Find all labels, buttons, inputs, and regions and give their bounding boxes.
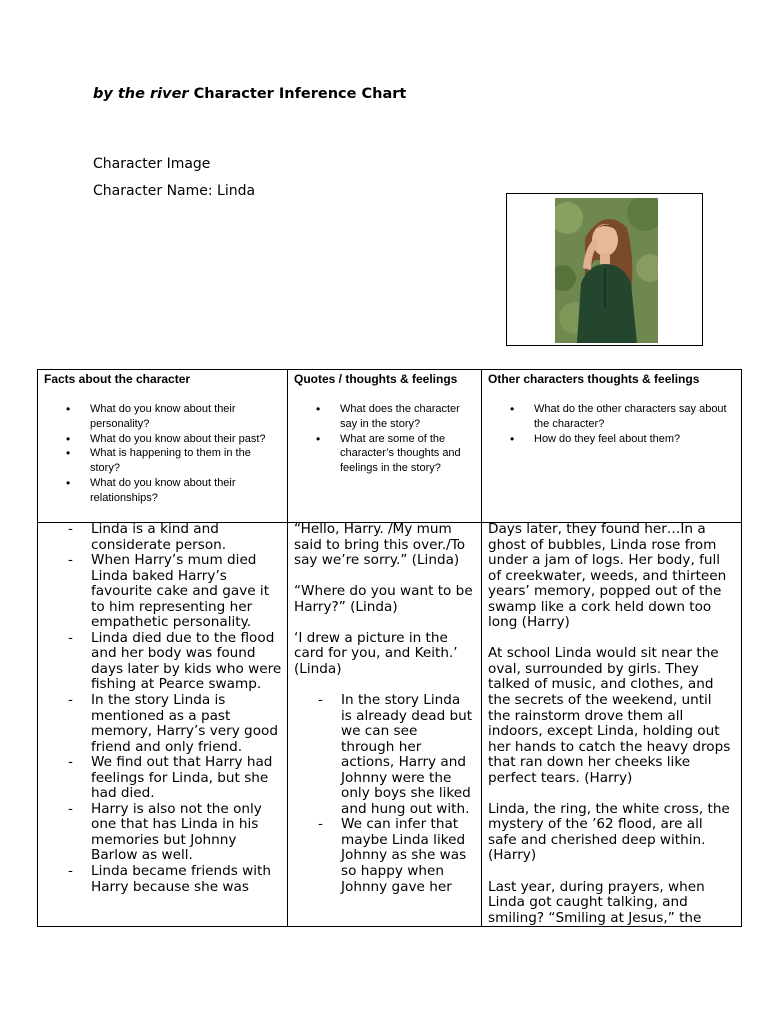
other-quote: At school Linda would sit near the oval, surrounded by girls. They talked of music, and clothes, and the secrets of the weekend, until the rainstorm drove them all indoors, except Linda, holding out her hands to catch the heavy drops that ran down her cheeks like perfect tears. (Harry) [488,645,731,786]
other-quote: Linda, the ring, the white cross, the mystery of the ’62 flood, are all safe and cherished deep within. (Harry) [488,800,730,864]
list-item: - Linda is a kind and considerate person. [44,522,283,553]
header-title-others: Other characters thoughts & feelings [488,372,700,386]
title-book-name: by the river [93,86,189,102]
list-item: - We can infer that maybe Linda liked Johnny as she was so happy when Johnny gave her [294,817,475,895]
character-image-label: Character Image [93,156,211,172]
prompt-item: • What do you know about their relationships? [44,476,281,506]
quotes-prompt-list [294,402,475,476]
list-item: - In the story Linda is mentioned as a past memory, Harry’s very good friend and only friend. [44,693,283,755]
list-item: - When Harry’s mum died Linda baked Harry’s favourite cake and gave it to him representing her empathetic personality. [44,553,283,631]
prompt-item: • What does the character say in the story? [294,402,475,432]
other-quote: Days later, they found her…In a ghost of bubbles, Linda rose from under a jam of logs. Her body, full of creekwater, weeds, and thirteen years’ memory, popped out of the swamp like a cork held down too long (Harry) [488,522,727,631]
others-cell [482,522,741,926]
list-item: - Linda died due to the flood and her body was found days later by kids who were fishing at Pearce swamp. [44,631,283,693]
character-name-label: Character Name: [93,183,218,199]
prompt-item: • What do you know about their past? [44,432,281,447]
quotes-cell [288,522,481,926]
other-quote: Last year, during prayers, when Linda got caught talking, and smiling? “Smiling at Jesus,” the [488,878,705,926]
character-photo-frame [506,193,703,346]
list-item: - Harry is also not the only one that has Linda in his memories but Johnny Barlow as well. [44,802,283,864]
facts-cell [38,522,287,926]
quote: ‘I drew a picture in the card for you, and Keith.’ (Linda) [294,629,458,677]
list-item: - Linda became friends with Harry because she was [44,864,283,895]
character-name: Linda [217,183,256,199]
character-name-line [93,183,255,199]
header-cell-others [482,370,741,521]
facts-prompt-list [44,402,281,506]
quote: “Hello, Harry. /My mum said to bring this over./To say we’re sorry.” (Linda) [294,522,466,569]
list-item: - In the story Linda is already dead but we can see through her actions, Harry and Johnny were the only boys she liked and hung out with. [294,693,475,817]
header-cell-facts [38,370,287,521]
prompt-item: • What do the other characters say about the character? [488,402,735,432]
prompt-item: • How do they feel about them? [488,432,735,447]
header-title-facts: Facts about the character [44,372,191,386]
quote: “Where do you want to be Harry?” (Linda) [294,583,473,615]
others-prompt-list [488,402,735,446]
list-item: - We find out that Harry had feelings for Linda, but she had died. [44,755,283,802]
chart-title [93,86,406,102]
prompt-item: • What do you know about their personality? [44,402,281,432]
title-rest: Character Inference Chart [188,86,407,102]
facts-list [44,522,283,895]
character-photo [555,198,658,343]
prompt-item: • What is happening to them in the story? [44,446,281,476]
header-title-quotes: Quotes / thoughts & feelings [294,372,458,386]
header-cell-quotes [288,370,481,521]
prompt-item: • What are some of the character’s thoughts and feelings in the story? [294,432,475,476]
quote-points-list [294,693,475,895]
inference-table [37,369,742,927]
